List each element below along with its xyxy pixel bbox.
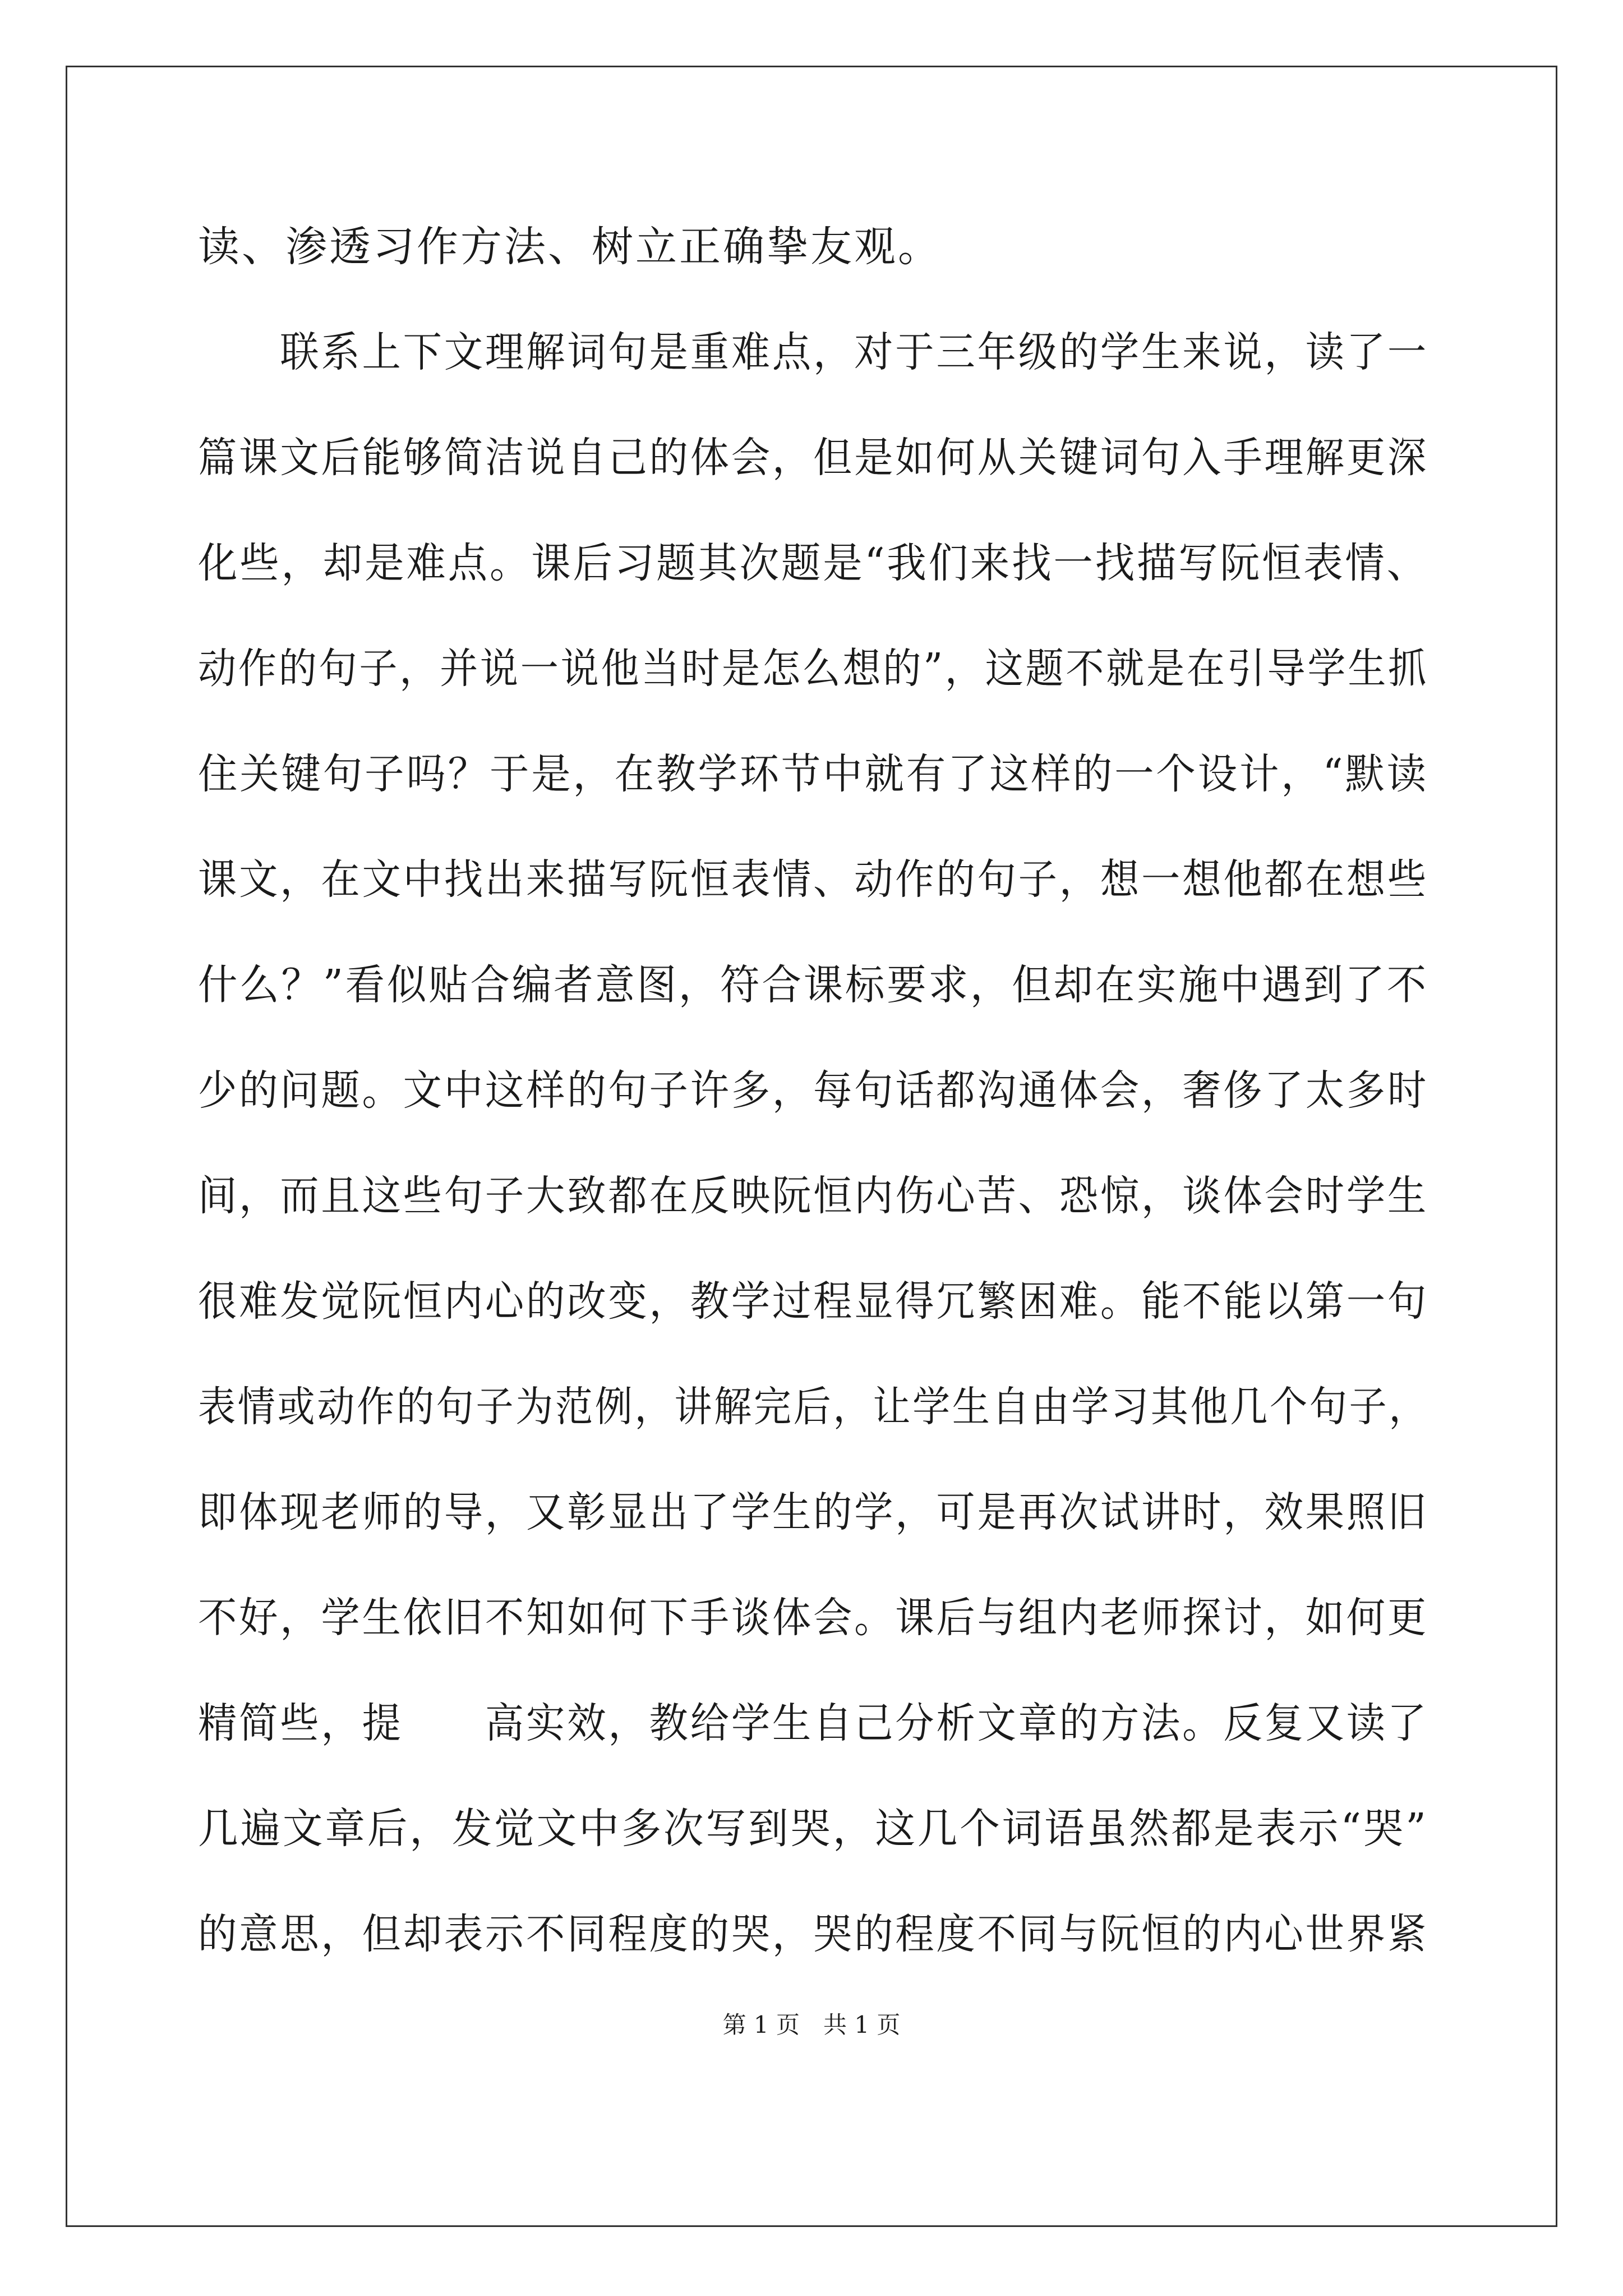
text-line: 的意思，但却表示不同程度的哭，哭的程度不同与阮恒的内心世界紧 [198,1910,1428,1958]
text-line: 篇课文后能够简洁说自己的体会，但是如何从关键词句入手理解更深 [198,434,1428,482]
text-line: 表情或动作的句子为范例，讲解完后，让学生自由学习其他几个句子， [198,1383,1429,1431]
text-line: 间，而且这些句子大致都在反映阮恒内伤心苦、恐惊，谈体会时学生 [198,1172,1428,1220]
text-line: 化些，却是难点。课后习题其次题是“我们来找一找描写阮恒表情、 [198,539,1428,587]
text-line: 几遍文章后，发觉文中多次写到哭，这几个词语虽然都是表示“哭” [198,1805,1428,1853]
text-line: 什么？”看似贴合编者意图，符合课标要求，但却在实施中遇到了不 [198,961,1428,1009]
text-line: 动作的句子，并说一说他当时是怎么想的”，这题不就是在引导学生抓 [198,645,1428,693]
text-line: 读、渗透习作方法、树立正确挚友观。 [198,223,942,271]
text-line: 联系上下文理解词句是重难点，对于三年级的学生来说，读了一 [198,328,1428,376]
text-line: 即体现老师的导，又彰显出了学生的学，可是再次试讲时，效果照旧 [198,1488,1428,1536]
text-line: 住关键句子吗？于是，在教学环节中就有了这样的一个设计，“默读 [198,750,1428,798]
page-number-footer: 第 1 页 共 1 页 [722,2011,901,2039]
text-line: 不好，学生依旧不知如何下手谈体会。课后与组内老师探讨，如何更 [198,1594,1428,1642]
text-line: 精简些，提 高实效，教给学生自己分析文章的方法。反复又读了 [198,1699,1428,1747]
text-line: 少的问题。文中这样的句子许多，每句话都沟通体会，奢侈了太多时 [198,1066,1428,1115]
text-line: 很难发觉阮恒内心的改变，教学过程显得冗繁困难。能不能以第一句 [198,1277,1428,1326]
text-line: 课文，在文中找出来描写阮恒表情、动作的句子，想一想他都在想些 [198,855,1428,904]
